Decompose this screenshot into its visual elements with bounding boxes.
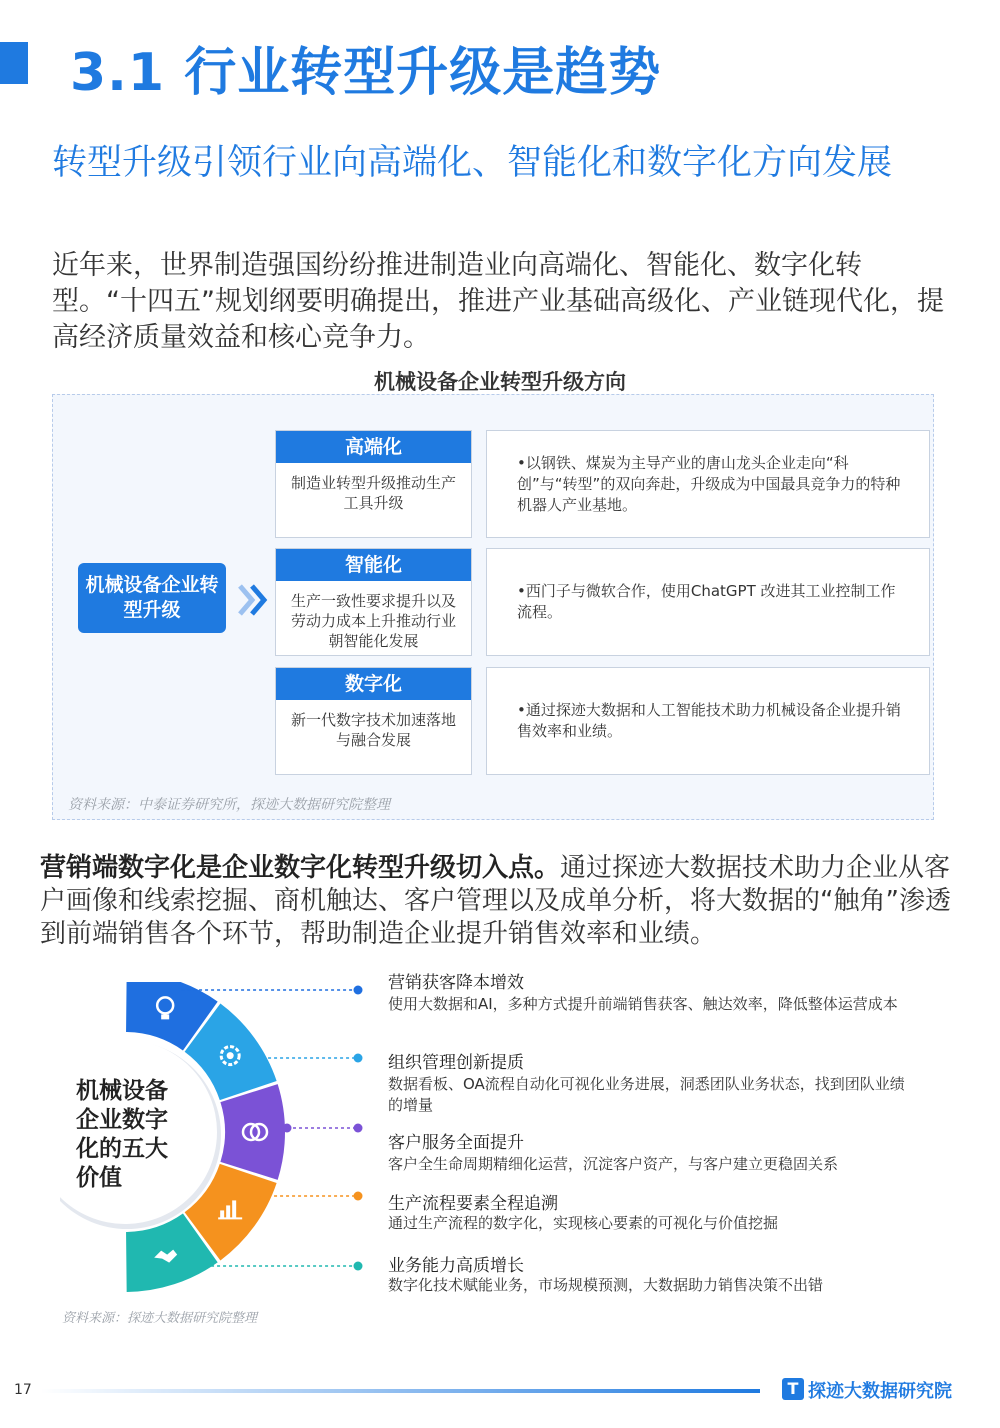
connector-dot <box>354 986 363 995</box>
example-text: •以钢铁、煤炭为主导产业的唐山龙头企业走向“科创”与“转型”的双向奔赴，升级成为中国最具竞争力的特种机器人产业基地。 <box>517 453 901 514</box>
value-desc-production: 通过生产流程的数字化，实现核心要素的可视化与价值挖掘 <box>388 1214 779 1232</box>
page-number: 17 <box>14 1382 32 1398</box>
wheel-center-label: 机械设备企业数字化的五大价值 <box>76 1078 168 1191</box>
connector-dot <box>354 1124 363 1133</box>
value-title-business-growth: 业务能力高质增长 <box>388 1256 524 1276</box>
example-card <box>486 667 930 775</box>
value-title-customer-service: 客户服务全面提升 <box>388 1133 524 1153</box>
diagram-source: 资料来源：中泰证券研究所，探迹大数据研究院整理 <box>68 797 390 813</box>
connector-dot <box>354 1262 363 1271</box>
value-title-production: 生产流程要素全程追溯 <box>388 1194 558 1214</box>
direction-name: 数字化 <box>276 668 471 700</box>
section-subtitle: 转型升级引领行业向高端化、智能化和数字化方向发展 <box>52 143 893 183</box>
brand-logo-letter: T <box>787 1379 799 1398</box>
value-desc-marketing: 使用大数据和AI，多种方式提升前端销售获客、触达效率，降低整体运营成本 <box>388 995 898 1013</box>
chevron-right-icon <box>236 580 268 620</box>
marketing-paragraph-body: 通过探迹大数据技术助力企业从客户画像和线索挖掘、商机触达、客户管理以及成单分析，将大数据的“触角”渗透到前端销售各个环节，帮助制造企业提升销售效率和业绩。 <box>40 853 951 949</box>
values-source: 资料来源：探迹大数据研究院整理 <box>62 1311 258 1326</box>
direction-card-digital <box>275 667 472 775</box>
wheel-segment <box>220 1084 285 1180</box>
intro-paragraph: 近年来，世界制造强国纷纷推进制造业向高端化、智能化、数字化转型。“十四五”规划纲要明确提出，推进产业基础高级化、产业链现代化，提高经济质量效益和核心竞争力。 <box>52 250 944 353</box>
direction-desc: 制造业转型升级推动生产工具升级 <box>290 474 456 512</box>
connector-dot <box>283 1124 292 1133</box>
example-text: •西门子与微软合作，使用ChatGPT 改进其工业控制工作流程。 <box>517 582 896 621</box>
value-title-marketing: 营销获客降本增效 <box>388 973 524 993</box>
footer-divider <box>40 1389 760 1393</box>
value-title-organization: 组织管理创新提质 <box>388 1053 524 1073</box>
direction-desc: 新一代数字技术加速落地与融合发展 <box>290 711 456 749</box>
connector-dot <box>354 1192 363 1201</box>
connector-dot <box>171 1262 180 1271</box>
value-desc-organization: 数据看板、OA流程自动化可视化业务进展，洞悉团队业务状态，找到团队业绩的增量 <box>388 1075 905 1114</box>
direction-card-high-end <box>275 430 472 538</box>
direction-name: 智能化 <box>276 549 471 581</box>
direction-name: 高端化 <box>276 431 471 463</box>
marketing-paragraph <box>40 852 960 951</box>
value-desc-business-growth: 数字化技术赋能业务，市场规模预测，大数据助力销售决策不出错 <box>388 1276 824 1294</box>
connector-dot <box>171 986 180 995</box>
diagram-center-node: 机械设备企业转型升级 <box>78 563 226 633</box>
direction-desc: 生产一致性要求提升以及劳动力成本上升推动行业朝智能化发展 <box>290 592 456 650</box>
diagram-title: 机械设备企业转型升级方向 <box>374 370 626 394</box>
value-desc-customer-service: 客户全生命周期精细化运营，沉淀客户资产，与客户建立更稳固关系 <box>388 1155 839 1173</box>
example-card <box>486 548 930 656</box>
connector-dot <box>252 1054 261 1063</box>
connector-dot <box>354 1054 363 1063</box>
direction-card-intelligent <box>275 548 472 656</box>
marketing-paragraph-lead: 营销端数字化是企业数字化转型升级切入点。 <box>40 853 561 883</box>
title-accent-bar <box>0 42 28 84</box>
example-text: •通过探迹大数据和人工智能技术助力机械设备企业提升销售效率和业绩。 <box>517 701 901 740</box>
example-card <box>486 430 930 538</box>
brand-name: 探迹大数据研究院 <box>808 1381 952 1402</box>
connector-dot <box>252 1192 261 1201</box>
section-title: 3.1 行业转型升级是趋势 <box>70 43 662 103</box>
